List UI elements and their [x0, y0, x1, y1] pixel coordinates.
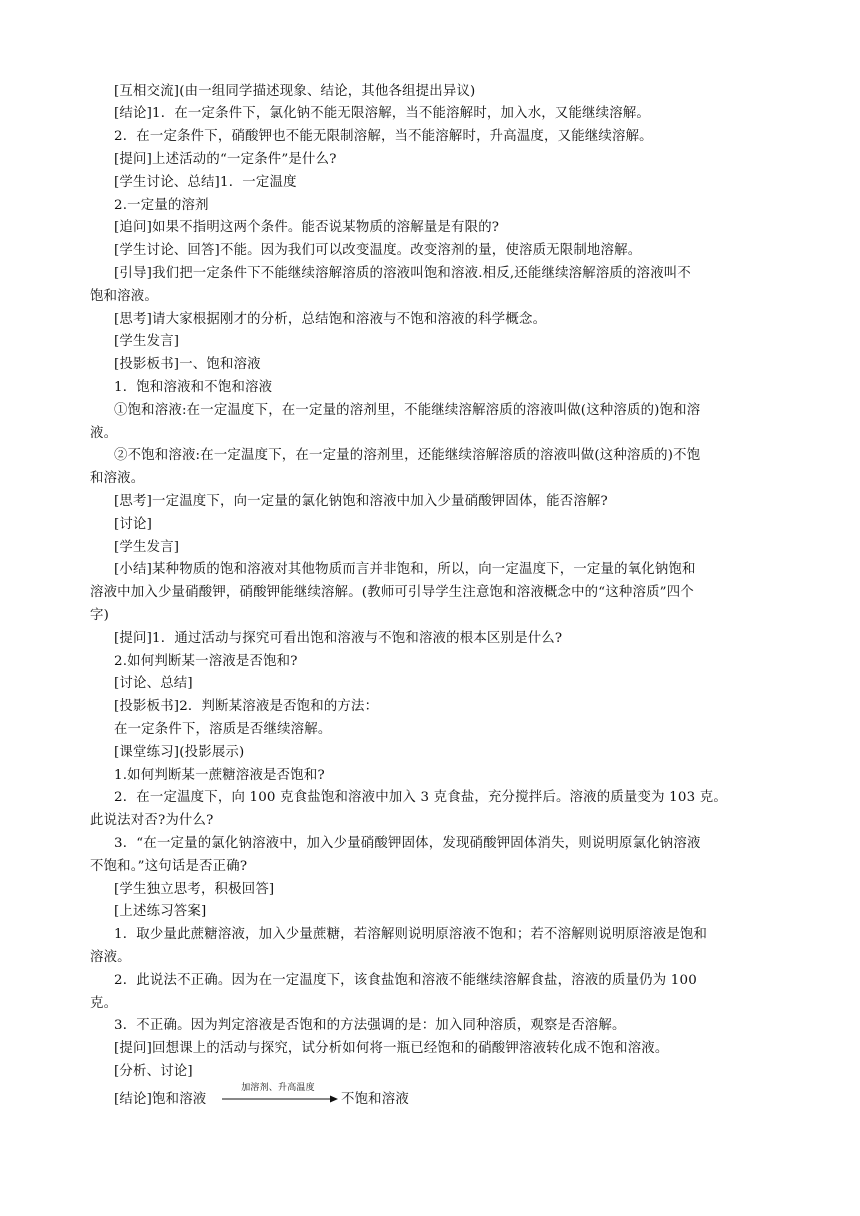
text-line: [思考]请大家根据刚才的分析，总结饱和溶液与不饱和溶液的科学概念。	[114, 312, 547, 327]
text-line: [提问]回想课上的活动与探究，试分析如何将一瓶已经饱和的硝酸钾溶液转化成不饱和溶液。	[114, 1041, 669, 1056]
text-line: [分析、讨论]	[114, 1064, 193, 1079]
conversion-arrow	[222, 1082, 338, 1112]
text-line: 3．不正确。因为判定溶液是否饱和的方法强调的是：加入同种溶质，观察是否溶解。	[114, 1018, 626, 1033]
text-line: ①饱和溶液:在一定温度下，在一定量的溶剂里，不能继续溶解溶质的溶液叫做(这种溶质的)饱和溶	[114, 403, 701, 418]
text-line: 2.一定量的溶剂	[114, 198, 209, 213]
text-line: 2．在一定条件下，硝酸钾也不能无限制溶解，当不能溶解时，升高温度，又能继续溶解。	[114, 129, 653, 144]
text-line: 2．此说法不正确。因为在一定温度下，该食盐饱和溶液不能继续溶解食盐，溶液的质量仍为 100	[114, 973, 697, 988]
text-line: 液。	[90, 426, 118, 441]
text-line: [上述练习答案]	[114, 904, 207, 919]
text-line: [学生讨论、总结]1．一定温度	[114, 175, 297, 190]
text-line: [学生发言]	[114, 540, 180, 555]
conclusion-prefix: [结论]饱和溶液	[114, 1092, 207, 1107]
text-line: [小结]某种物质的饱和溶液对其他物质而言并非饱和，所以，向一定温度下，一定量的氧化钠饱和	[114, 562, 696, 577]
conclusion-suffix: 不饱和溶液	[341, 1092, 409, 1107]
text-line: [课堂练习](投影展示)	[114, 745, 245, 760]
text-line: 和溶液。	[90, 471, 145, 486]
text-line: 溶液。	[90, 950, 131, 965]
text-line: ②不饱和溶液:在一定温度下，在一定量的溶剂里，还能继续溶解溶质的溶液叫做(这种溶质的)不饱	[114, 448, 701, 463]
text-line: [思考]一定温度下，向一定量的氯化钠饱和溶液中加入少量硝酸钾固体，能否溶解?	[114, 494, 608, 509]
text-line: 2．在一定温度下，向 100 克食盐饱和溶液中加入 3 克食盐，充分搅拌后。溶液的质量变为 103 克。	[114, 790, 727, 805]
text-line: 克。	[90, 996, 118, 1011]
text-line: [引导]我们把一定条件下不能继续溶解溶质的溶液叫饱和溶液.相反,还能继续溶解溶质的溶液叫不	[114, 266, 691, 281]
text-line: [讨论、总结]	[114, 676, 193, 691]
text-line: 1.如何判断某一蔗糖溶液是否饱和?	[114, 768, 325, 783]
text-line: 字)	[90, 608, 110, 623]
text-line: [提问]上述活动的“一定条件”是什么?	[114, 152, 337, 167]
text-line: [结论]1．在一定条件下，氯化钠不能无限溶解，当不能溶解时，加入水，又能继续溶解。	[114, 106, 651, 121]
text-line: [投影板书]一、饱和溶液	[114, 357, 261, 372]
text-line: 1．取少量此蔗糖溶液，加入少量蔗糖，若溶解则说明原溶液不饱和；若不溶解则说明原溶液是饱和	[114, 927, 708, 942]
text-line: [学生发言]	[114, 334, 180, 349]
right-arrow-icon	[222, 1094, 338, 1104]
text-line: [互相交流](由一组同学描述现象、结论，其他各组提出异议)	[114, 84, 476, 99]
arrow-label: 加溶剂、升高温度	[241, 1083, 315, 1093]
text-line: [学生独立思考，积极回答]	[114, 882, 275, 897]
text-line: 溶液中加入少量硝酸钾，硝酸钾能继续溶解。(教师可引导学生注意饱和溶液概念中的“这种溶质”四个	[90, 585, 694, 600]
text-line: 3．“在一定量的氯化钠溶液中，加入少量硝酸钾固体，发现硝酸钾固体消失，则说明原氯化钠溶液	[114, 836, 701, 851]
text-line: 2.如何判断某一溶液是否饱和?	[114, 654, 298, 669]
text-line: 此说法对否?为什么?	[90, 813, 214, 828]
text-line: 不饱和。”这句话是否正确?	[90, 859, 248, 874]
text-line: 在一定条件下，溶质是否继续溶解。	[114, 722, 332, 737]
text-line: [讨论]	[114, 517, 153, 532]
text-line: 1．饱和溶液和不饱和溶液	[114, 380, 273, 395]
text-line: [学生讨论、回答]不能。因为我们可以改变温度。改变溶剂的量，使溶质无限制地溶解。	[114, 243, 642, 258]
text-line: [投影板书]2．判断某溶液是否饱和的方法：	[114, 699, 379, 714]
text-line: [提问]1．通过活动与探究可看出饱和溶液与不饱和溶液的根本区别是什么?	[114, 631, 563, 646]
text-line: [追问]如果不指明这两个条件。能否说某物质的溶解量是有限的?	[114, 220, 500, 235]
text-line: 饱和溶液。	[90, 289, 158, 304]
